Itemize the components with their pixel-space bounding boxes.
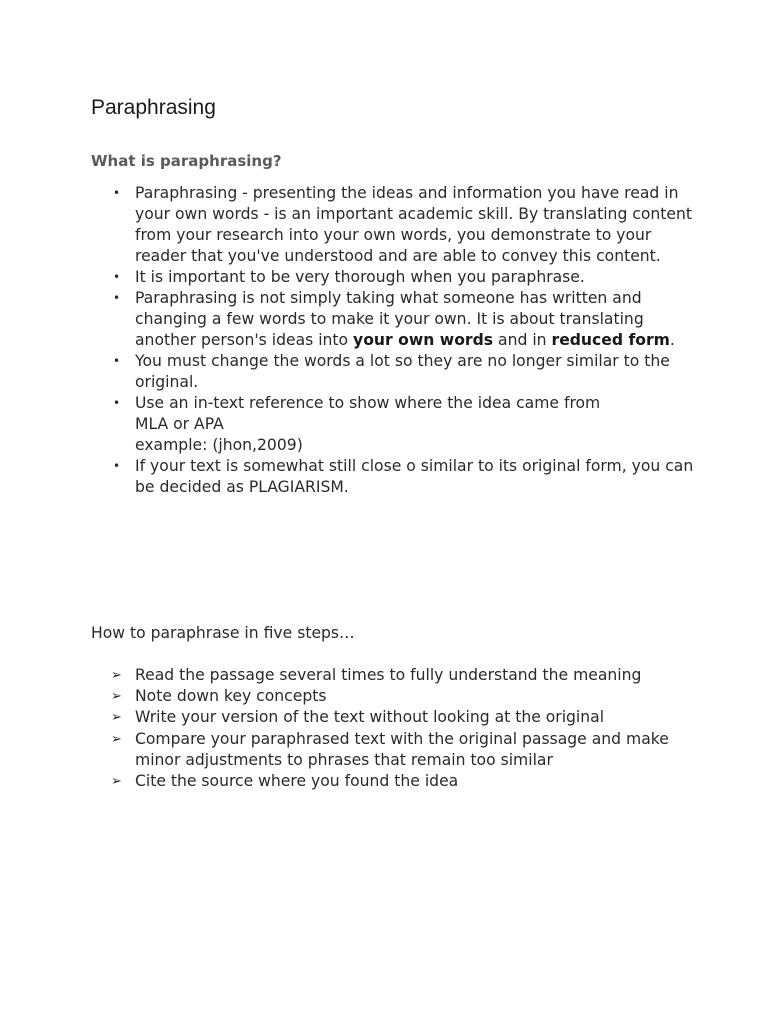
- steps-intro: How to paraphrase in five steps…: [91, 624, 355, 642]
- list-item: [111, 183, 701, 267]
- arrow-bullet-icon: ➢: [111, 774, 122, 790]
- step-item: [111, 771, 701, 792]
- arrow-bullet-icon: ➢: [111, 668, 122, 683]
- list-item: [111, 393, 701, 456]
- emphasis-text: your own words: [353, 331, 494, 349]
- step-item: [111, 729, 701, 771]
- list-item-text: It is important to be very thorough when you paraphrase.: [135, 268, 585, 286]
- arrow-bullet-icon: ➢: [111, 689, 122, 705]
- page-title: Paraphrasing: [91, 96, 216, 119]
- list-item: [111, 456, 701, 498]
- arrow-bullet-icon: ➢: [111, 710, 122, 726]
- section-heading: What is paraphrasing?: [91, 152, 282, 170]
- list-item: [111, 288, 701, 351]
- step-text: Cite the source where you found the idea: [135, 772, 459, 791]
- list-item: [111, 351, 701, 393]
- list-item-text: Use an in-text reference to show where the idea came from: [135, 394, 601, 412]
- list-item-text: Paraphrasing is not simply taking what someone has written and changing a few words to make it your own. It is about translating another person's ideas into: [135, 289, 644, 349]
- list-item-text: Paraphrasing - presenting the ideas and information you have read in your own words - is an important academic skill. By translating content from your research into your own words, you demonstrate to your reader that you've understood and are able to convey this content.: [135, 184, 692, 265]
- list-item-text: .: [669, 331, 675, 349]
- definition-bullet-list: [111, 183, 701, 498]
- list-item-text: If your text is somewhat still close o similar to its original form, you can be decided as PLAGIARISM.: [135, 457, 694, 496]
- step-text: Note down key concepts: [135, 687, 327, 706]
- step-item: [111, 686, 701, 707]
- list-item: [111, 267, 701, 288]
- list-item-text: MLA or APA: [135, 415, 224, 433]
- step-text: Read the passage several times to fully understand the meaning: [135, 666, 642, 684]
- list-item-text: You must change the words a lot so they are no longer similar to the original.: [135, 352, 670, 391]
- list-item-text: and in: [493, 331, 552, 349]
- arrow-bullet-icon: ➢: [111, 731, 122, 747]
- step-item: [111, 707, 701, 728]
- step-text: Compare your paraphrased text with the original passage and make minor adjustments to phrases that remain too similar: [135, 729, 669, 769]
- step-text: Write your version of the text without looking at the original: [135, 708, 605, 727]
- steps-list: [111, 665, 701, 792]
- list-item-text: example: (jhon,2009): [135, 436, 303, 454]
- emphasis-text: reduced form: [551, 331, 670, 349]
- step-item: [111, 665, 701, 686]
